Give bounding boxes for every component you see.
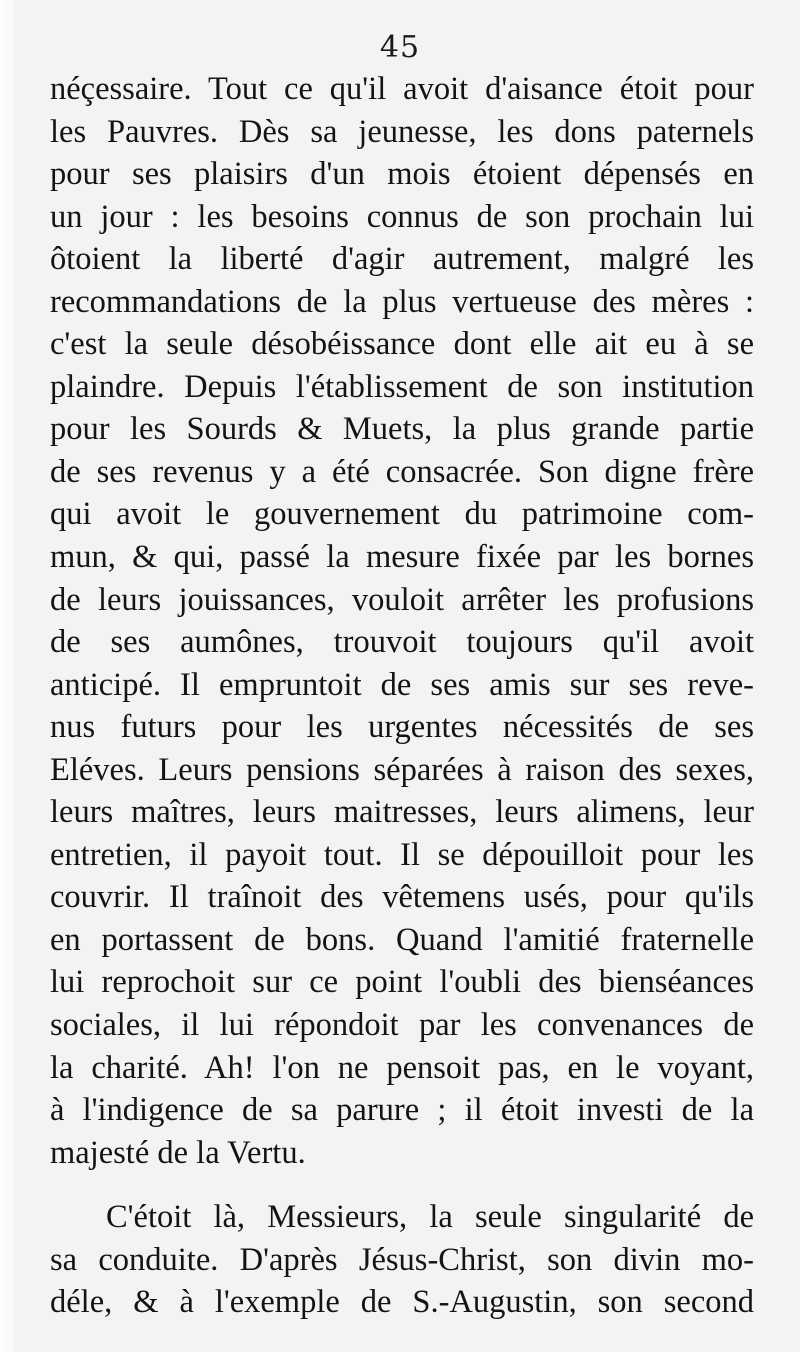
text-line: de ses revenus y a été consacrée. Son digne frère xyxy=(50,453,754,490)
text-line: néçessaire. Tout ce qu'il avoit d'aisance étoit pour xyxy=(50,71,754,107)
page-number: 45 xyxy=(379,30,421,65)
paragraph-gap xyxy=(50,1174,754,1196)
text-line: plaindre. Depuis l'établissement de son institution xyxy=(50,368,754,405)
text-line: qui avoit le gouvernement du patrimoine com- xyxy=(50,496,754,533)
text-line: C'étoit là, Messieurs, la seule singularité de xyxy=(106,1199,754,1236)
text-line: de ses aumônes, trouvoit toujours qu'il avoit xyxy=(50,624,754,661)
text-line: lui reprochoit sur ce point l'oubli des bienséances xyxy=(50,964,754,1001)
paragraph-2 xyxy=(50,1196,754,1324)
body-text xyxy=(50,68,754,1324)
paragraph-1 xyxy=(50,68,754,1174)
text-line: Eléves. Leurs pensions séparées à raison des sexes, xyxy=(50,751,754,788)
text-line: majesté de la Vertu. xyxy=(50,1134,306,1171)
text-line: sociales, il lui répondoit par les convenances de xyxy=(50,1007,754,1044)
text-line: couvrir. Il traînoit des vêtemens usés, pour qu'ils xyxy=(50,879,754,916)
text-line: entretien, il payoit tout. Il se dépouilloit pour les xyxy=(50,836,754,873)
scan-edge xyxy=(0,0,14,1352)
text-line: à l'indigence de sa parure ; il étoit investi de la xyxy=(50,1092,754,1129)
text-line: mun, & qui, passé la mesure fixée par les bornes xyxy=(50,539,754,576)
text-line: pour ses plaisirs d'un mois étoient dépensés en xyxy=(50,156,754,193)
text-line: déle, & à l'exemple de S.-Augustin, son second xyxy=(50,1284,754,1321)
text-line: un jour : les besoins connus de son prochain lui xyxy=(50,198,754,235)
text-line: la charité. Ah! l'on ne pensoit pas, en le voyant, xyxy=(50,1049,754,1086)
text-line: sa conduite. D'après Jésus-Christ, son divin mo- xyxy=(50,1241,754,1278)
text-line: anticipé. Il empruntoit de ses amis sur ses reve- xyxy=(50,666,754,703)
text-line: c'est la seule désobéissance dont elle ait eu à se xyxy=(50,326,754,363)
text-line: les Pauvres. Dès sa jeunesse, les dons paternels xyxy=(50,113,754,150)
text-line: ôtoient la liberté d'agir autrement, malgré les xyxy=(50,241,754,278)
text-line: en portassent de bons. Quand l'amitié fraternelle xyxy=(50,921,754,958)
text-line: pour les Sourds & Muets, la plus grande partie xyxy=(50,411,754,448)
text-line: nus futurs pour les urgentes nécessités de ses xyxy=(50,709,754,746)
text-line: recommandations de la plus vertueuse des mères : xyxy=(50,283,754,320)
text-line: de leurs jouissances, vouloit arrêter les profusions xyxy=(50,581,754,618)
text-line: leurs maîtres, leurs maitresses, leurs alimens, leur xyxy=(50,794,754,831)
